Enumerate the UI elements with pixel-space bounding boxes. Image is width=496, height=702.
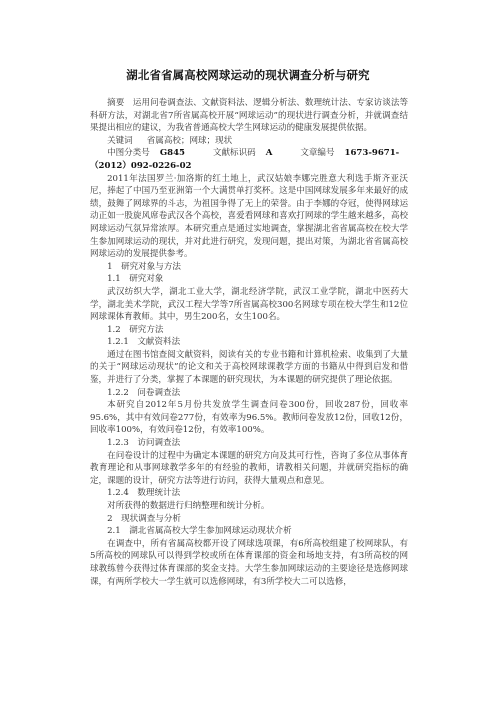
section-heading-1-2: 1.2 研究方法 [107,324,164,335]
paragraph-2-1: 在调查中，所有省属高校都开设了网球选项课，有6所高校组建了校网球队，有5所高校的网球队可以得到学校或所在体育课部的资金和场地支持，有3所高校的网球教练曾今获得过体育课部的奖金支持。大学生参加网球运动的主要途径是选修网球课，有两所学校大一学生就可以选修网球，有3所学校大二可以选修， [90,538,408,587]
abstract: 摘要 运用问卷调查法、文献资料法、逻辑分析法、数理统计法、专家访谈法等科研方法，对湖北省7所省属高校开展“网球运动”的现状进行调查分析，并就调查结果提出相应的建议，为我省普通高校大学生网球运动的健康发展提供依据。 [90,98,408,134]
paragraph-1-2-3: 在问卷设计的过程中为确定本课题的研究方向及其可行性，咨询了多位从事体育教育理论和从事网球教学多年的有经验的教师，请教相关问题，并就研究指标的确定，课题的设计，研究方法等进行访问，获得大量观点和意见。 [90,450,408,486]
section-heading-1-2-1: 1.2.1 文献资料法 [107,337,181,348]
keywords-items: 省属高校；网球；现状 [146,135,233,146]
art-label: 文章编号 [300,148,335,159]
classification-line [90,147,408,160]
art-value-cont: （2012）092-0226-02 [90,160,192,171]
clc-value: G845 [159,148,185,159]
section-heading-1-1: 1.1 研究对象 [107,274,164,285]
document-body [90,97,408,588]
doc-value: A [265,148,273,159]
clc-label: 中图分类号 [107,148,150,159]
section-heading-1: 1 研究对象与方法 [107,261,181,272]
section-heading-1-2-4: 1.2.4 数理统计法 [107,488,181,499]
section-heading-2: 2 现状调查与分析 [107,513,181,524]
intro-paragraph: 2011年法国罗兰·加洛斯的红土地上，武汉姑娘李娜完胜意大利选手斯齐亚沃尼，捧起了中国乃至亚洲第一个大满贯单打奖杯。这是中国网球发展多年来最好的成绩，鼓舞了网球界的斗志，为祖国争得了无上的荣誉。由于李娜的夺冠，使得网球运动正如一股旋风席卷武汉各个高校，喜爱看网球和喜欢打网球的学生越来越多，高校网球运动气氛异常浓厚。本研究重点是通过实地调查，掌握湖北省省属高校在校大学生参加网球运动的现状，并对此进行研究，发现问题，提出对策，为湖北省省属高校网球运动的发展提供参考。 [90,173,408,260]
paragraph-1-1: 武汉纺织大学，湖北工业大学，湖北经济学院，武汉工业学院，湖北中医药大学，湖北美术学院，武汉工程大学等7所省属高校300名网球专项在校大学生和12位网球课体育教师。其中，男生200名，女生100名。 [90,286,408,323]
art-value: 1673-9671- [344,148,400,159]
keywords-line [90,135,408,148]
paragraph-1-2-4: 对所获得的数据进行归纳整理和统计分析。 [107,501,270,511]
section-heading-1-2-3: 1.2.3 访问调查法 [107,438,181,449]
paragraph-1-2-2: 本研究自2012年5月份共发放学生调查问卷300份，回收287份，回收率95.6%，其中有效问卷277份，有效率为96.5%。教师问卷发放12份，回收12份，回收率100%，有效问卷12份，有效率100%。 [90,400,408,436]
document-title: 湖北省省属高校网球运动的现状调查分析与研究 [126,68,370,82]
section-heading-2-1: 2.1 湖北省属高校大学生参加网球运动现状介析 [107,526,292,537]
paragraph-1-2-1: 通过在图书馆查阅文献资料，阅读有关的专业书籍和计算机检索、收集到了大量的关于“网球运动现状”的论文和关于高校网球课教学方面的书籍从中得到启发和借鉴，并进行了分类，掌握了本课题的研究现状，为本课题的研究提供了理论依据。 [90,349,408,386]
keywords-label: 关键词 [107,135,133,146]
doc-label: 文献标识码 [212,148,256,159]
section-heading-1-2-2: 1.2.2 问卷调查法 [107,387,181,398]
